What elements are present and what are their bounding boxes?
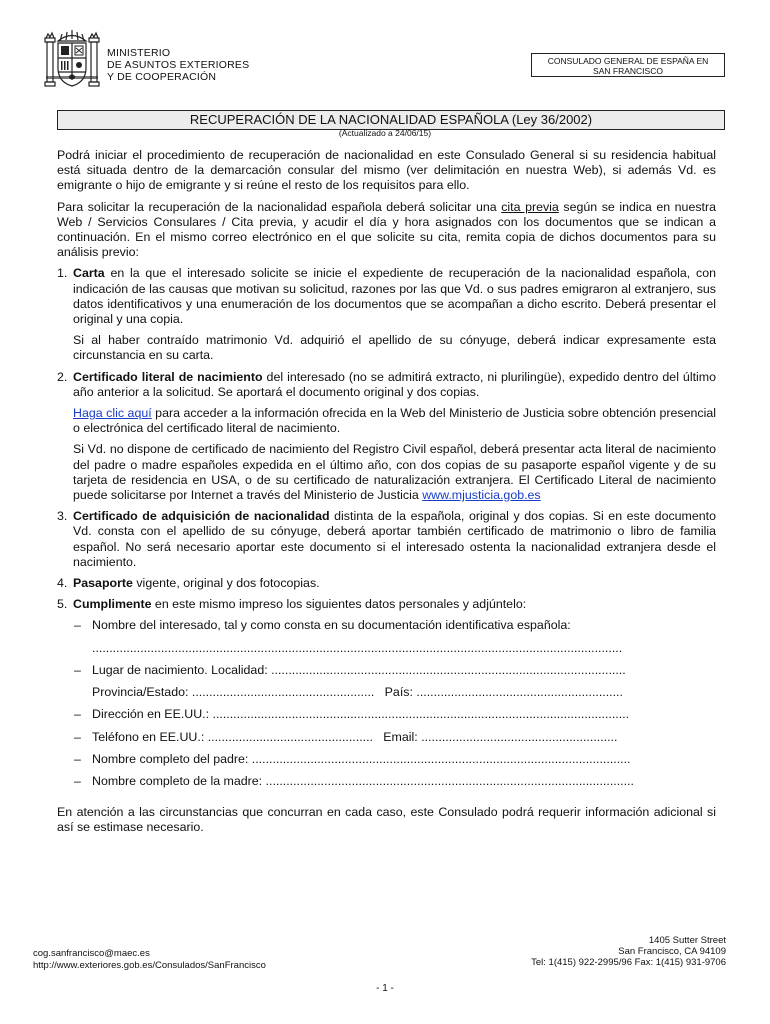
document-title: RECUPERACIÓN DE LA NACIONALIDAD ESPAÑOLA (Ley 36/2002)	[57, 110, 725, 130]
item-text: en la que el interesado solicite se inicie el expediente de recuperación de la nacionalidad española, con indicación de las causas que motivan su solicitud, razones por las que Vd. o sus padres emigraron al extranjero, sus datos identificativos y una enumeración de los documentos que se acompañan a dicho escrito. Deberá presentar el original y una copia.	[73, 266, 716, 327]
item-title: Pasaporte	[73, 576, 133, 591]
address-field[interactable]: .........................................................................................................................	[212, 707, 630, 722]
footer-email[interactable]: cog.sanfrancisco@maec.es	[33, 948, 150, 959]
form-row-name	[74, 618, 716, 633]
phone-label: Teléfono en EE.UU.:	[92, 729, 205, 744]
item-title: Certificado de adquisición de nacionalidad	[73, 509, 330, 524]
item-title: Cumplimente	[73, 597, 152, 612]
ministry-line: Y DE COOPERACIÓN	[107, 71, 217, 83]
item-note: Si Vd. no dispone de certificado de nacimiento del Registro Civil español, deberá presentar acta literal de nacimiento del padre o madre españoles expedida en el último año, con dos copias de su pasaporte español vigente y de su tarjeta de residencia en USA, o de su certificado de naturalización extranjera. El Certificado Literal de nacimiento puede solicitarse por Internet a través del Ministerio de Justicia	[73, 442, 716, 503]
birthplace-field[interactable]: .......................................................................................................	[271, 662, 626, 677]
form-row-father	[74, 752, 716, 767]
item-number: 1.	[57, 266, 68, 281]
requirement-item-cumplimente	[57, 597, 716, 612]
intro-text: según se indica en nuestra Web / Servicios Consulares / Cita previa, y acudir el día y hora asignados con los documentos que se indican a continuación. En el mismo correo electrónico en el que solicite su cita, remita copia de dichos documentos para su análisis previo:	[57, 199, 716, 260]
name-field[interactable]: ..........................................................................................................................................................	[92, 640, 623, 655]
item-text: distinta de la española, original y dos copias. Si en este documento Vd. consta con el apellido de su cónyuge, deberá aportar también certificado de matrimonio o libro de familia español. No será necesario aportar este documento si el interesado ostenta la nacionalidad extranjera desde el nacimiento.	[73, 509, 716, 569]
footer-phone: Tel: 1(415) 922-2995/96 Fax: 1(415) 931-9706	[531, 957, 726, 968]
form-row-mother	[74, 774, 716, 789]
email-label: Email:	[383, 729, 418, 744]
mother-field[interactable]: ...........................................................................................................	[265, 773, 634, 788]
mjusticia-link[interactable]: www.mjusticia.gob.es	[422, 488, 541, 503]
item-number: 4.	[57, 576, 68, 591]
consulado-label	[531, 53, 725, 77]
province-field[interactable]: .....................................................	[191, 685, 375, 700]
consulado-line: SAN FRANCISCO	[593, 66, 663, 76]
dash: –	[74, 729, 81, 744]
page-number: - 1 -	[376, 983, 394, 994]
intro-paragraph: Podrá iniciar el procedimiento de recuperación de nacionalidad en este Consulado General si su residencia habitual está situada dentro de la demarcación consular del mismo (ver delimitación en nuestra Web), si además Vd. es emigrante o hijo de emigrante y si reúne el resto de los requisitos para ello.	[57, 148, 716, 193]
form-row-phone	[74, 730, 716, 745]
item-text: vigente, original y dos fotocopias.	[132, 576, 320, 591]
item-number: 2.	[57, 369, 68, 384]
name-label: Nombre del interesado, tal y como consta en su documentación identificativa española:	[92, 618, 571, 633]
dash: –	[74, 662, 81, 677]
country-label: País:	[384, 685, 413, 700]
footer-website[interactable]: http://www.exteriores.gob.es/Consulados/SanFrancisco	[33, 960, 266, 971]
requirement-item-carta	[57, 266, 716, 363]
haga-clic-link[interactable]: Haga clic aquí	[73, 406, 152, 421]
ministry-line: DE ASUNTOS EXTERIORES	[107, 59, 250, 71]
address-label: Dirección en EE.UU.:	[92, 707, 210, 722]
item-title: Certificado literal de nacimiento	[73, 369, 263, 384]
footer-city: San Francisco, CA 94109	[618, 946, 726, 957]
father-field[interactable]: ..............................................................................................................	[251, 751, 631, 766]
item-number: 3.	[57, 509, 68, 524]
item-text: en este mismo impreso los siguientes datos personales y adjúntelo:	[151, 597, 527, 612]
item-note: Si al haber contraído matrimonio Vd. adquirió el apellido de su cónyuge, deberá indicar expresamente esta circunstancia en su carta.	[73, 333, 716, 363]
birthplace-label: Lugar de nacimiento. Localidad:	[92, 662, 268, 677]
ministry-line: MINISTERIO	[107, 47, 171, 59]
dash: –	[74, 751, 81, 766]
item-text: del interesado (no se admitirá extracto, ni plurilingüe), expedido dentro del último año anterior a la solicitud. Se aportará el documento original y dos copias.	[73, 369, 716, 399]
country-field[interactable]: ............................................................	[416, 685, 623, 700]
form-row-birthplace	[74, 663, 716, 678]
form-row-address	[74, 707, 716, 722]
item-text: para acceder a la información ofrecida en la Web del Ministerio de Justicia sobre obtención presencial o electrónica del certificado literal de nacimiento.	[73, 406, 716, 436]
footer-street: 1405 Sutter Street	[648, 935, 726, 946]
item-title: Carta	[73, 266, 105, 281]
footer-contact	[33, 948, 266, 972]
form-row-province	[92, 685, 716, 700]
requirement-item-adquisicion	[57, 509, 716, 570]
footer-address	[531, 935, 726, 968]
document-body	[57, 148, 716, 842]
intro-text: Para solicitar la recuperación de la nacionalidad española deberá solicitar una	[57, 199, 502, 214]
dash: –	[74, 773, 81, 788]
father-label: Nombre completo del padre:	[92, 751, 249, 766]
ministry-name	[107, 47, 249, 83]
dash: –	[74, 618, 81, 633]
cita-previa-text: cita previa	[501, 199, 559, 214]
email-field[interactable]: .........................................................	[421, 729, 618, 744]
requirement-item-certificado-nacimiento	[57, 370, 716, 504]
consulado-line: CONSULADO GENERAL DE ESPAÑA EN	[547, 56, 709, 66]
requirement-item-pasaporte	[57, 576, 716, 591]
closing-paragraph: En atención a las circunstancias que concurran en cada caso, este Consulado podrá requerir información adicional si así se estimase necesario.	[57, 805, 716, 835]
mother-label: Nombre completo de la madre:	[92, 773, 263, 788]
item-number: 5.	[57, 597, 68, 612]
updated-date: (Actualizado a 24/06/15)	[338, 128, 432, 138]
spain-coat-of-arms-icon	[44, 28, 100, 90]
intro-paragraph-appointment	[57, 200, 716, 261]
phone-field[interactable]: ................................................	[207, 729, 373, 744]
province-label: Provincia/Estado:	[92, 685, 189, 700]
dash: –	[74, 707, 81, 722]
